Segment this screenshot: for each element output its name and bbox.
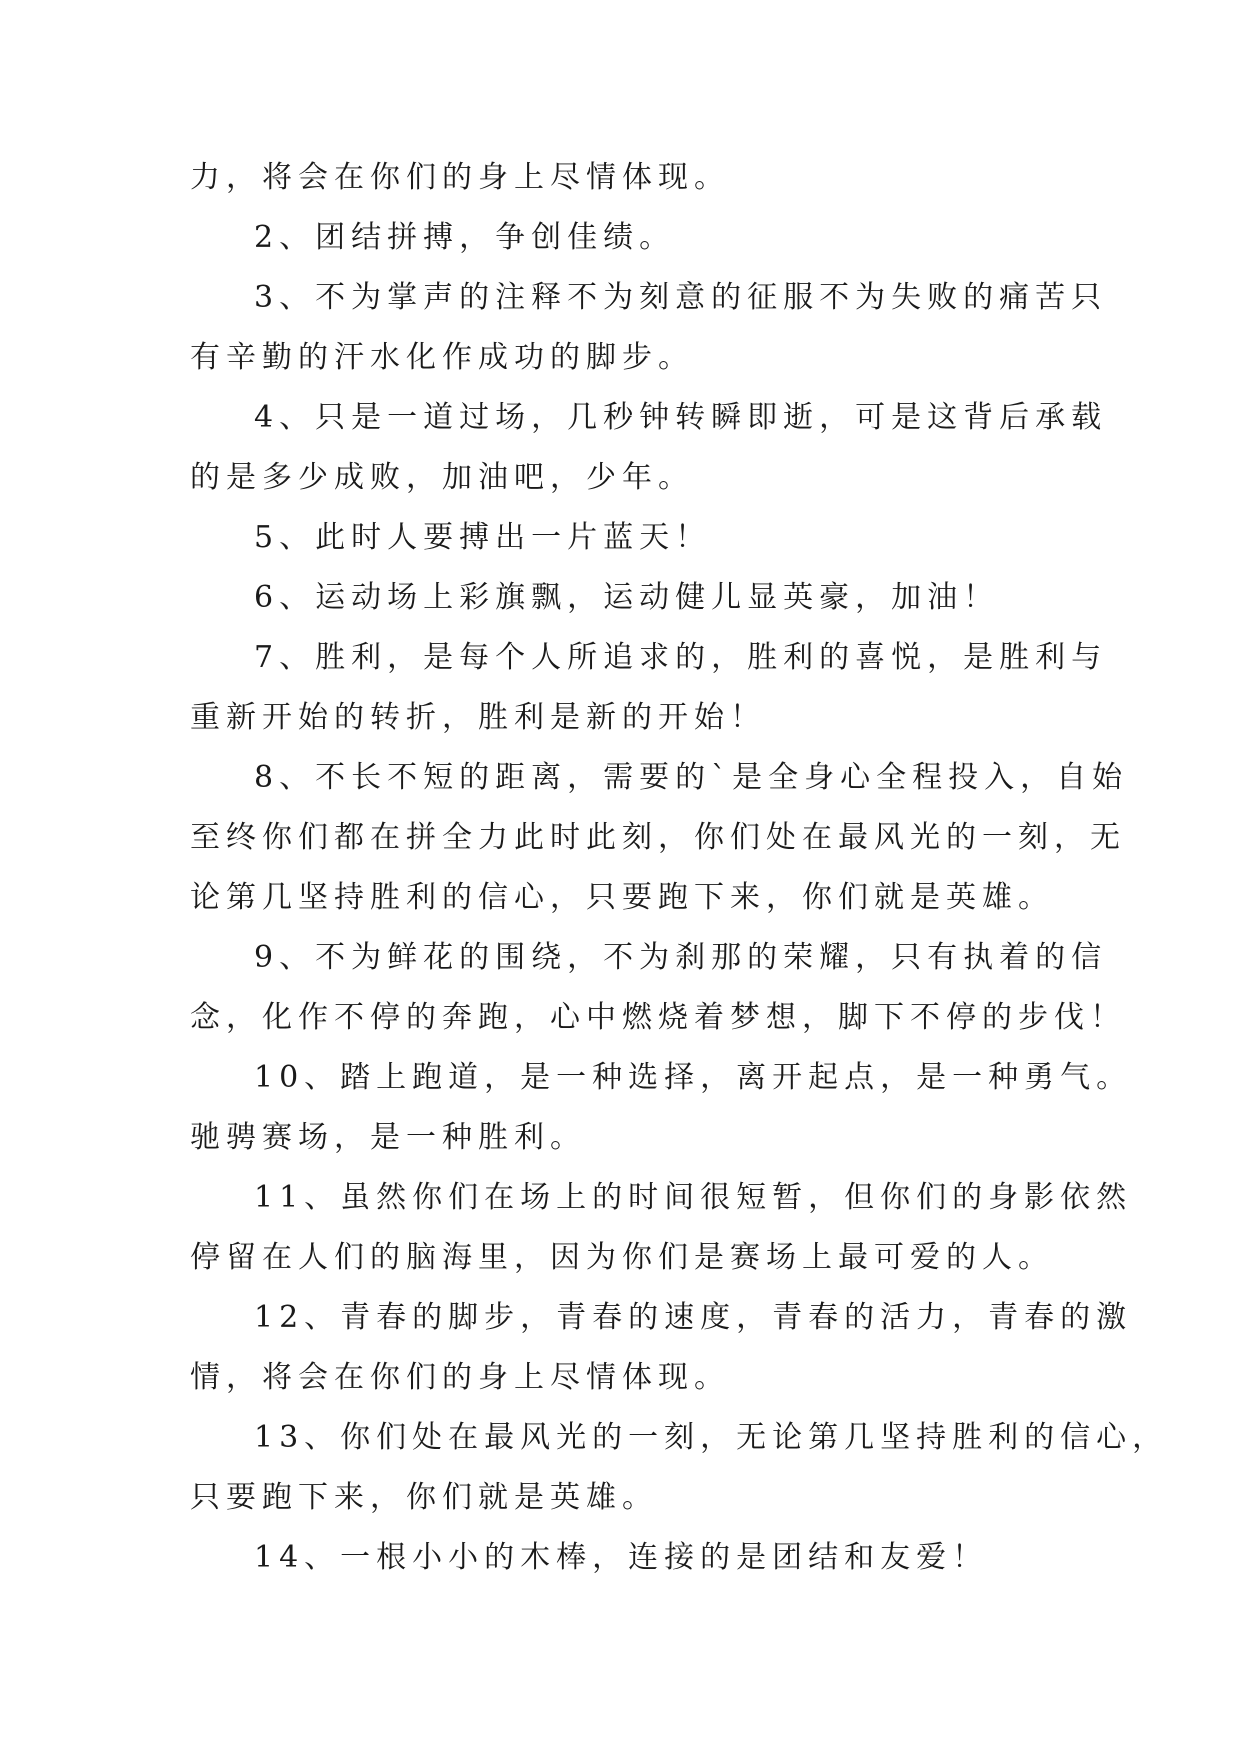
document-body [190, 148, 1169, 1588]
text-line: 情，将会在你们的身上尽情体现。 [190, 1360, 730, 1395]
text-line: 有辛勤的汗水化作成功的脚步。 [190, 340, 694, 375]
text-line: 4、只是一道过场，几秒钟转瞬即逝，可是这背后承载 [254, 400, 1108, 435]
text-line: 13、你们处在最风光的一刻，无论第几坚持胜利的信心， [254, 1420, 1169, 1455]
text-line: 7、胜利，是每个人所追求的，胜利的喜悦，是胜利与 [254, 640, 1108, 675]
text-line: 力，将会在你们的身上尽情体现。 [190, 160, 730, 195]
text-line: 只要跑下来，你们就是英雄。 [190, 1480, 658, 1515]
text-line: 至终你们都在拼全力此时此刻，你们处在最风光的一刻，无 [190, 820, 1126, 855]
text-line: 论第几坚持胜利的信心，只要跑下来，你们就是英雄。 [190, 880, 1054, 915]
text-line: 5、此时人要搏出一片蓝天！ [254, 520, 712, 555]
text-line: 6、运动场上彩旗飘，运动健儿显英豪，加油！ [254, 580, 1000, 615]
text-line: 驰骋赛场，是一种胜利。 [190, 1120, 586, 1155]
text-line: 的是多少成败，加油吧，少年。 [190, 460, 694, 495]
text-line: 8、不长不短的距离，需要的`是全身心全程投入，自始 [254, 760, 1129, 795]
text-line: 重新开始的转折，胜利是新的开始！ [190, 700, 766, 735]
text-line: 3、不为掌声的注释不为刻意的征服不为失败的痛苦只 [254, 280, 1108, 315]
text-line: 10、踏上跑道，是一种选择，离开起点，是一种勇气。 [254, 1060, 1133, 1095]
text-line: 9、不为鲜花的围绕，不为刹那的荣耀，只有执着的信 [254, 940, 1108, 975]
text-line: 念，化作不停的奔跑，心中燃烧着梦想，脚下不停的步伐！ [190, 1000, 1126, 1035]
text-line: 14、一根小小的木棒，连接的是团结和友爱！ [254, 1540, 989, 1575]
text-line: 11、虽然你们在场上的时间很短暂，但你们的身影依然 [254, 1180, 1133, 1215]
text-line: 12、青春的脚步，青春的速度，青春的活力，青春的激 [254, 1300, 1133, 1335]
text-line: 停留在人们的脑海里，因为你们是赛场上最可爱的人。 [190, 1240, 1054, 1275]
text-line: 2、团结拼搏，争创佳绩。 [254, 220, 676, 255]
